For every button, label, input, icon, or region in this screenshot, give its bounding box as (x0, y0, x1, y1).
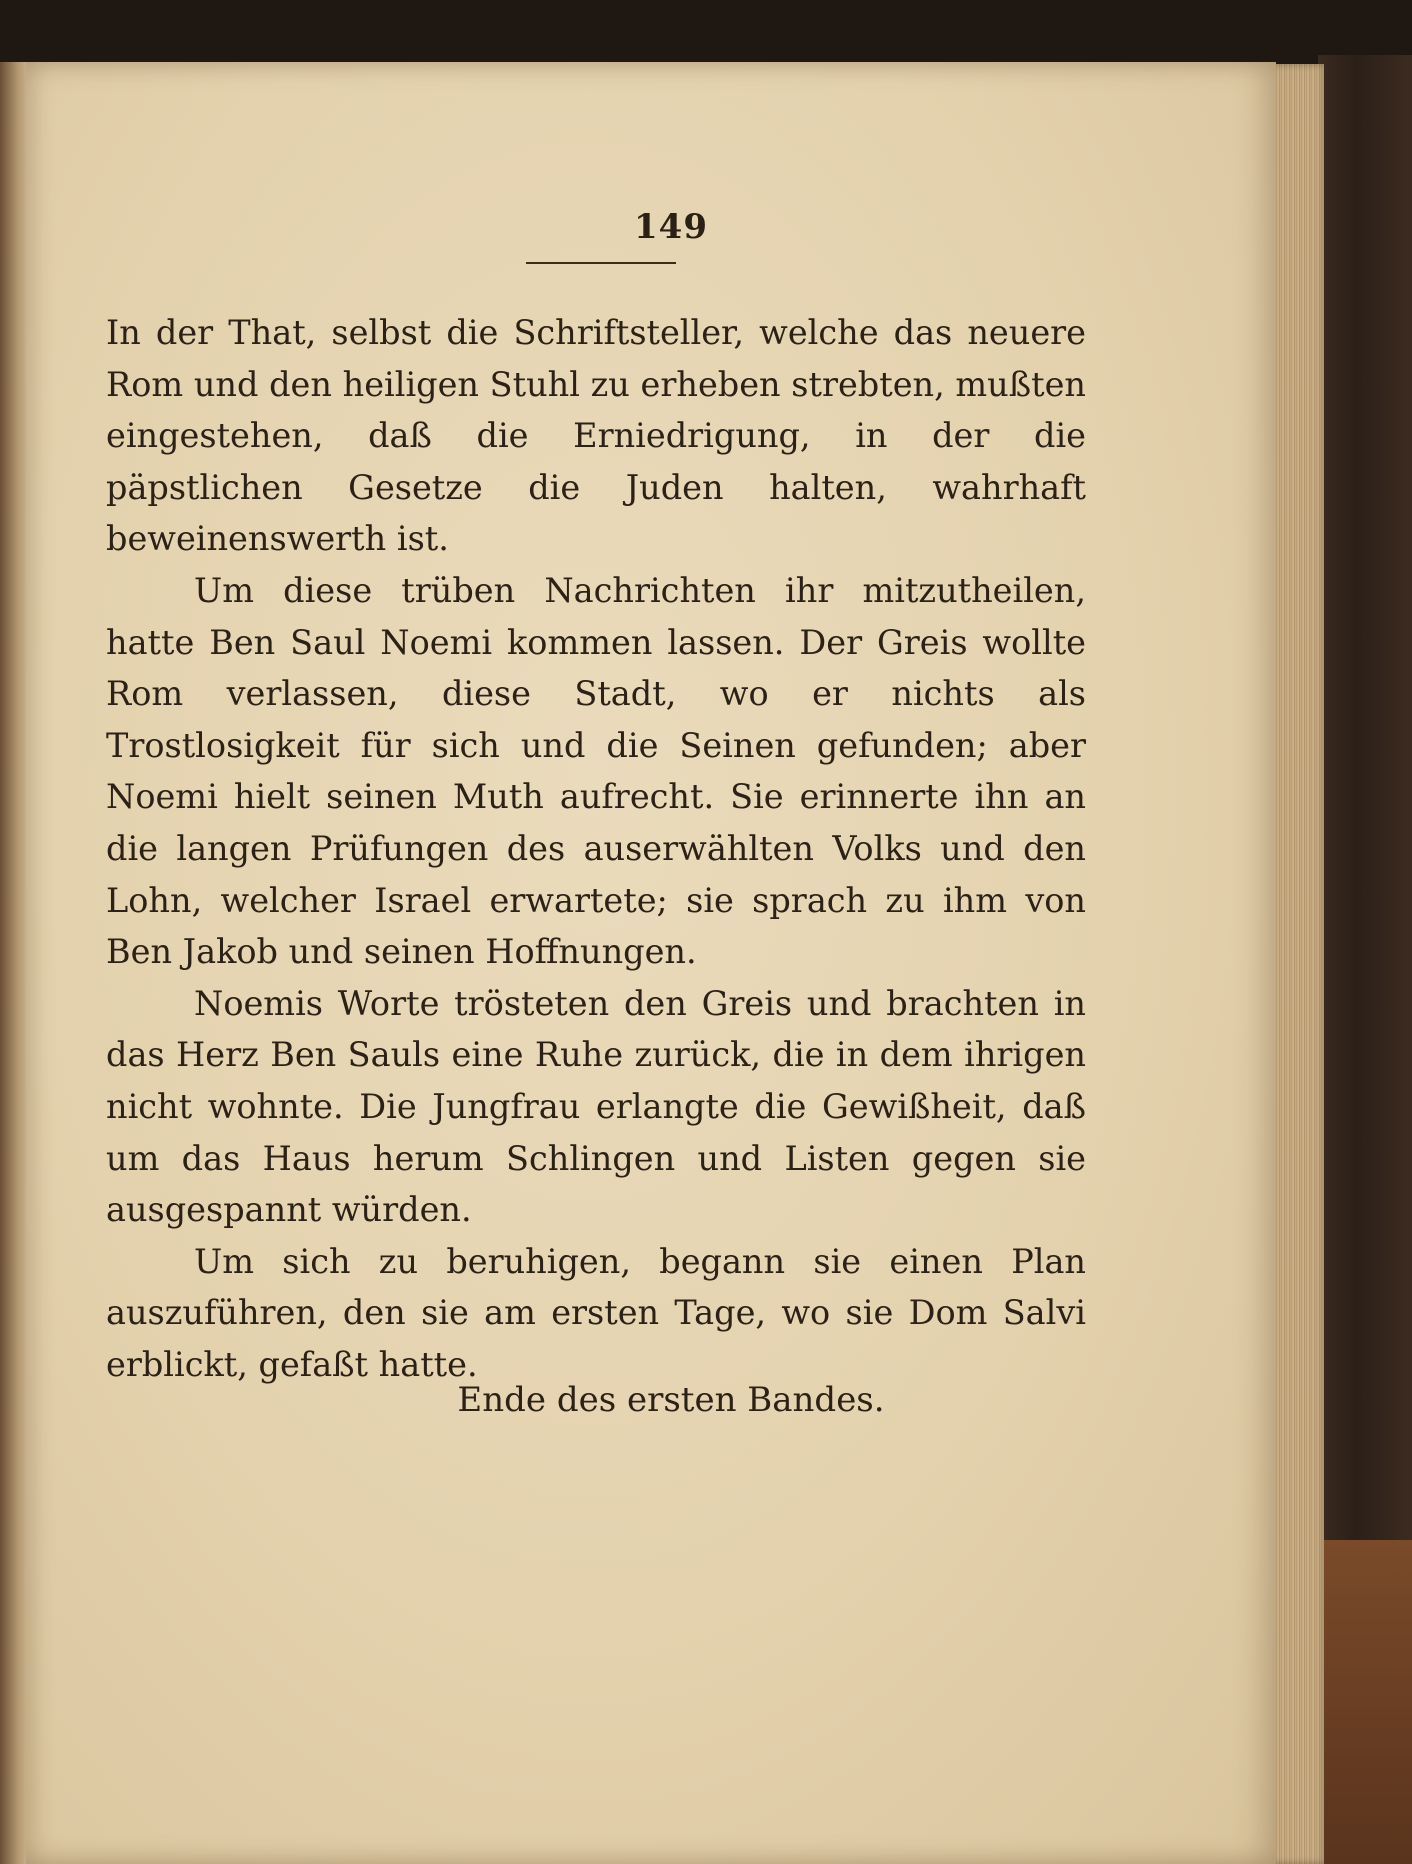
page-block-edge (1270, 64, 1324, 1864)
page-number: 149 (634, 207, 708, 247)
body-text (106, 307, 1086, 1390)
paragraph: In der That, selbst die Schriftsteller, welche das neuere Rom und den heiligen Stuhl zu erheben strebten, mußten eingestehen, daß die Erniedrigung, in der die päpstlichen Gesetze die Juden halten, wahrhaft beweinenswerth ist. (106, 313, 1086, 559)
paragraph: Noemis Worte trösteten den Greis und brachten in das Herz Ben Sauls eine Ruhe zurück, die in dem ihrigen nicht wohnte. Die Jungfrau erlangte die Gewißheit, daß um das Haus herum Schlingen und Listen gegen sie ausgespannt würden. (106, 983, 1086, 1230)
book-page (26, 62, 1276, 1864)
paragraph: Um diese trüben Nachrichten ihr mitzutheilen, hatte Ben Saul Noemi kommen lassen. Der Greis wollte Rom verlassen, diese Stadt, wo er nichts als Trostlosigkeit für sich und die Seinen gefunden; aber Noemi hielt seinen Muth aufrecht. Sie erinnerte ihn an die langen Prüfungen des auserwählten Volks und den Lohn, welcher Israel erwartete; sie sprach zu ihm von Ben Jakob und seinen Hoffnungen. (106, 570, 1086, 972)
paragraph: Um sich zu beruhigen, begann sie einen Plan auszuführen, den sie am ersten Tage, wo sie Dom Salvi erblickt, gefaßt hatte. (106, 1241, 1086, 1384)
page-header (26, 207, 1276, 247)
cover-corner (1318, 1540, 1412, 1864)
header-rule (526, 262, 676, 264)
volume-end-note: Ende des ersten Bandes. (457, 1380, 885, 1420)
